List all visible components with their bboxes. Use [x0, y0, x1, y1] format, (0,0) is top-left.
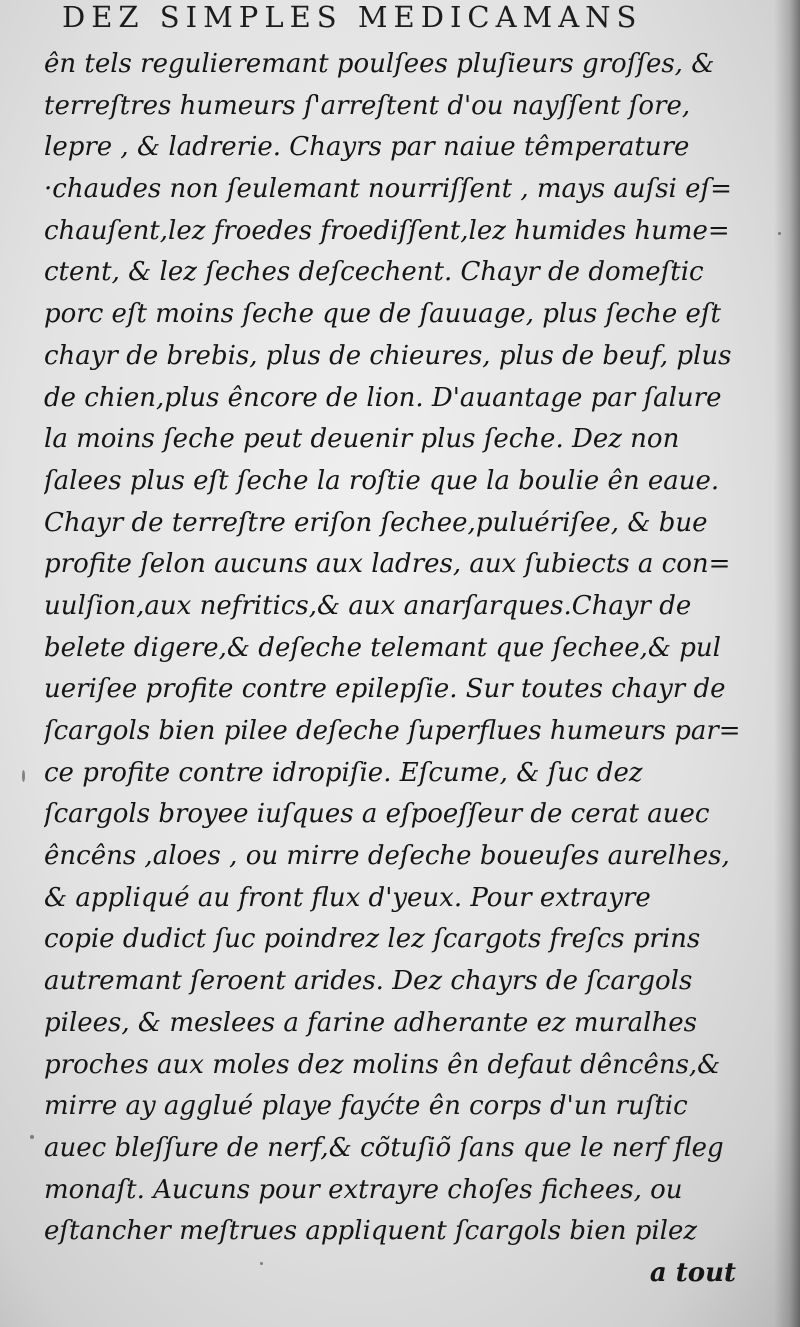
text-line: uulſion,aux nefritics,& aux anarſarques.Chayr de	[44, 590, 692, 621]
running-head: DEZ SIMPLES MEDICAMANS	[62, 0, 643, 34]
text-line: porc eſt moins ſeche que de ſauuage, plus ſeche eſt	[44, 299, 721, 330]
paper-speck	[778, 232, 781, 235]
text-line: profite ſelon aucuns aux ladres, aux ſubiects a con=	[44, 549, 731, 580]
text-line: ueriſee profite contre epilepſie. Sur toutes chayr de	[44, 674, 726, 705]
text-line: ctent, & lez ſeches deſcechent. Chayr de domeſtic	[44, 257, 704, 288]
text-line: ce profite contre idropiſie. Eſcume, & ſuc dez	[44, 757, 643, 788]
catchword: a tout	[649, 1257, 736, 1288]
text-line: terreſtres humeurs ſ'arreſtent d'ou nayſſent ſore,	[44, 90, 691, 121]
text-line: monaſt. Aucuns pour extrayre choſes fichees, ou	[44, 1174, 683, 1205]
paper-speck	[22, 770, 25, 782]
text-line: la moins ſeche peut deuenir plus ſeche. Dez non	[44, 424, 680, 455]
text-line: de chien,plus êncore de lion. D'auantage par ſalure	[44, 382, 722, 413]
binding-shadow	[774, 0, 800, 1327]
text-line: ſcargols bien pilee deſeche ſuperflues humeurs par=	[44, 716, 741, 746]
text-line: & appliqué au front flux d'yeux. Pour extrayre	[44, 882, 651, 913]
text-line: auec bleſſure de nerf,& cõtuſiõ ſans que le nerf fleg	[44, 1132, 724, 1163]
body-text	[44, 44, 744, 1295]
text-line: lepre , & ladrerie. Chayrs par naiue têmperature	[44, 132, 690, 163]
text-line: êncêns ,aloes , ou mirre deſeche boueuſes aurelhes,	[44, 841, 730, 872]
text-line: mirre ay agglué playe fayćte ên corps d'un ruſtic	[44, 1091, 688, 1122]
text-line: autremant ſeroent arides. Dez chayrs de ſcargols	[44, 966, 693, 997]
text-line: chayr de brebis, plus de chieures, plus de beuf, plus	[44, 340, 732, 371]
text-line: belete digere,& deſeche telemant que ſechee,& pul	[44, 632, 721, 663]
text-line: copie dudict ſuc poindrez lez ſcargots freſcs prins	[44, 924, 701, 955]
text-line: ſalees plus eſt ſeche la roſtie que la boulie ên eaue.	[44, 465, 720, 496]
text-line: ſcargols broyee iuſques a eſpoeſſeur de cerat auec	[44, 799, 710, 830]
text-line: chauſent,lez froedes froediſſent,lez humides hume=	[44, 215, 730, 246]
paper-speck	[260, 1262, 263, 1265]
text-line: proches aux moles dez molins ên defaut dêncêns,&	[44, 1049, 721, 1080]
text-line: eſtancher meſtrues appliquent ſcargols bien pilez	[44, 1216, 698, 1247]
text-line: Chayr de terreſtre eriſon ſechee,puluériſee, & bue	[44, 507, 708, 538]
text-line: pilees, & meslees a farine adherante ez muralhes	[44, 1007, 697, 1038]
text-line: ên tels regulieremant poulſees pluſieurs groſſes, &	[44, 49, 715, 79]
text-line: ·chaudes non ſeulemant nourriſſent , mays auſsi eſ=	[44, 174, 732, 205]
paper-speck	[30, 1135, 34, 1139]
